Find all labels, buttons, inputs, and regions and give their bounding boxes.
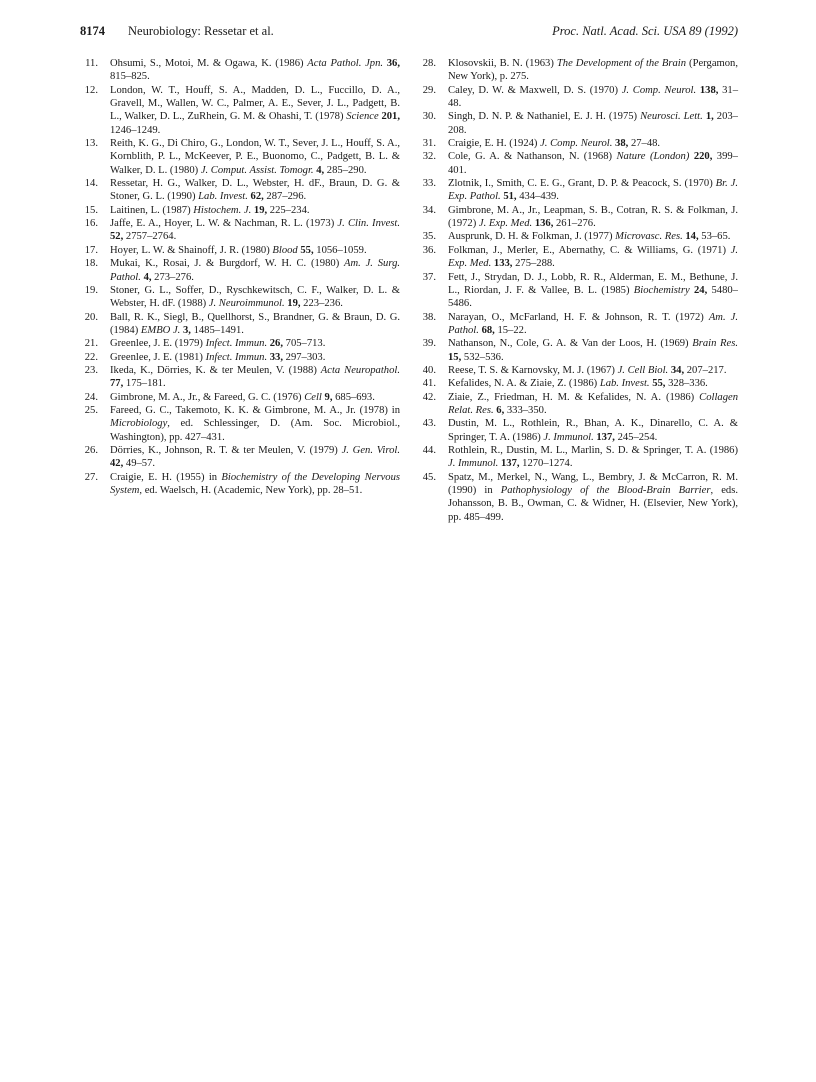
reference-text: London, W. T., Houff, S. A., Madden, D. L., Fuccillo, D. A., Gravell, M., Wallen, W. C., Palmer, A. E., Sever, J. L., Padgett, B. L., Walker, D. L., ZuRhein, G. M. & Ohashi, T. (1978) xyxy=(110,84,400,123)
reference-number: 30. xyxy=(422,111,436,123)
reference-journal: Microbiology xyxy=(110,418,168,430)
reference-journal: J. Exp. Med. xyxy=(478,218,533,230)
reference-number: 45. xyxy=(422,471,436,483)
reference-text: 5480–5486. xyxy=(448,284,738,310)
reference-journal: J. Gen. Virol. xyxy=(341,444,400,456)
reference-number: 26. xyxy=(84,444,98,456)
reference-volume: 137, xyxy=(500,458,520,470)
reference-volume: 24, xyxy=(693,284,708,296)
reference-text: Caley, D. W. & Maxwell, D. S. (1970) xyxy=(448,84,622,96)
reference-text: 685–693. xyxy=(332,391,375,403)
reference-journal: Lab. Invest. xyxy=(599,378,650,390)
reference-text: 399–401. xyxy=(448,151,738,176)
reference-text: 245–254. xyxy=(614,431,658,443)
reference-number: 29. xyxy=(422,84,436,96)
reference-text: Nathanson, N., Cole, G. A. & Van der Loos, H. (1969) xyxy=(448,338,693,350)
reference-volume: 14, xyxy=(685,231,699,243)
reference-entry xyxy=(80,351,400,364)
reference-entry xyxy=(80,244,400,257)
reference-number: 16. xyxy=(84,218,98,230)
reference-text: 1270–1274. xyxy=(519,458,573,470)
reference-number: 13. xyxy=(84,138,98,150)
reference-text: 49–57. xyxy=(123,458,156,470)
reference-entry xyxy=(418,244,738,271)
reference-text: Folkman, J., Merler, E., Abernathy, C. & Williams, G. (1971) xyxy=(448,244,731,256)
reference-text: Cole, G. A. & Nathanson, N. (1968) xyxy=(448,151,617,163)
reference-entry xyxy=(80,217,400,244)
reference-number: 32. xyxy=(422,151,436,163)
reference-journal: The Development of the Brain xyxy=(556,58,687,69)
reference-number: 17. xyxy=(84,244,98,256)
reference-entry xyxy=(418,337,738,364)
reference-volume: 55, xyxy=(652,378,666,390)
reference-journal: J. Comput. Assist. Tomogr. xyxy=(200,164,314,176)
reference-entry xyxy=(80,137,400,177)
reference-entry xyxy=(418,137,738,150)
reference-volume: 4, xyxy=(316,164,325,176)
reference-text: 207–217. xyxy=(684,364,727,376)
reference-volume: 15, xyxy=(448,351,462,363)
reference-text: Gimbrone, M. A., Jr., & Fareed, G. C. (1976) xyxy=(110,391,305,403)
reference-journal: J. Comp. Neurol. xyxy=(621,84,697,96)
reference-journal: J. Immunol. xyxy=(448,458,499,470)
reference-text: 225–234. xyxy=(267,204,310,216)
reference-volume: 52, xyxy=(110,231,124,243)
reference-entry xyxy=(418,364,738,377)
reference-journal: Histochem. J. xyxy=(193,204,252,216)
reference-text: Greenlee, J. E. (1981) xyxy=(110,351,206,363)
reference-volume: 38, xyxy=(615,138,629,150)
reference-journal: Cell xyxy=(304,391,322,403)
reference-journal: Infect. Immun. xyxy=(205,351,268,363)
reference-text: 297–303. xyxy=(283,351,326,363)
reference-text: Gimbrone, M. A., Jr., Leapman, S. B., Cotran, R. S. & Folkman, J. (1972) xyxy=(448,204,738,230)
reference-text: , ed. Schlessinger, D. (Am. Soc. Microbiol., Washington), pp. 427–431. xyxy=(110,418,400,443)
reference-text: 223–236. xyxy=(300,298,343,310)
reference-journal: Brain Res. xyxy=(692,338,738,350)
reference-entry xyxy=(418,150,738,177)
reference-number: 22. xyxy=(84,351,98,363)
reference-text: Ressetar, H. G., Walker, D. L., Webster, H. dF., Braun, D. G. & Stoner, G. L. (1990) xyxy=(110,178,400,203)
reference-volume: 220, xyxy=(693,151,713,163)
reference-entry xyxy=(418,204,738,231)
reference-journal: Nature (London) xyxy=(616,151,690,163)
reference-volume: 1, xyxy=(705,111,714,123)
reference-number: 42. xyxy=(422,391,436,403)
reference-journal: J. Immunol. xyxy=(543,431,594,443)
reference-volume: 133, xyxy=(493,258,513,270)
reference-entry xyxy=(80,204,400,217)
reference-volume: 77, xyxy=(110,378,124,390)
page-number: 8174 xyxy=(80,24,105,38)
reference-text: Dörries, K., Johnson, R. T. & ter Meulen, V. (1979) xyxy=(110,444,342,456)
reference-text: Mukai, K., Rosai, J. & Burgdorf, W. H. C. (1980) xyxy=(110,258,345,270)
reference-number: 34. xyxy=(422,204,436,216)
reference-entry xyxy=(418,444,738,471)
reference-entry xyxy=(418,471,738,524)
reference-journal: J. Cell Biol. xyxy=(617,364,669,376)
reference-entry xyxy=(80,284,400,311)
reference-text: Narayan, O., McFarland, H. F. & Johnson, R. T. (1972) xyxy=(448,311,709,323)
reference-entry xyxy=(418,377,738,390)
references-right-column xyxy=(418,57,738,524)
reference-text: (Pergamon, New York), p. 275. xyxy=(448,58,739,83)
reference-text: 261–276. xyxy=(553,218,596,230)
reference-entry xyxy=(80,364,400,391)
reference-number: 44. xyxy=(422,444,436,456)
reference-text: 285–290. xyxy=(324,164,367,176)
reference-text: Spatz, M., Merkel, N., Wang, L., Bembry, J. & McCarron, R. M. (1990) in xyxy=(448,471,738,496)
reference-text: Kefalides, N. A. & Ziaie, Z. (1986) xyxy=(448,378,600,390)
reference-journal: Infect. Immun. xyxy=(205,338,268,350)
reference-text: Fareed, G. C., Takemoto, K. K. & Gimbrone, M. A., Jr. (1978) in xyxy=(110,404,400,416)
reference-volume: 138, xyxy=(699,84,719,96)
reference-journal: Acta Pathol. Jpn. xyxy=(307,58,384,69)
reference-text: 53–65. xyxy=(698,231,731,243)
reference-entry xyxy=(80,444,400,471)
reference-journal: EMBO J. xyxy=(140,324,181,336)
reference-entry xyxy=(418,417,738,444)
reference-entry xyxy=(418,311,738,338)
reference-text: Ziaie, Z., Friedman, H. M. & Kefalides, N. A. (1986) xyxy=(448,391,700,403)
reference-volume: 137, xyxy=(596,431,615,443)
reference-journal: J. Comp. Neurol. xyxy=(540,138,613,150)
reference-journal: Blood xyxy=(272,244,298,256)
reference-volume: 19, xyxy=(287,298,301,310)
reference-number: 23. xyxy=(84,364,98,376)
reference-journal: Biochemistry xyxy=(633,284,690,296)
reference-journal: Neurosci. Lett. xyxy=(640,111,703,123)
reference-text: 27–48. xyxy=(628,138,661,150)
reference-volume: 62, xyxy=(250,191,264,203)
reference-entry xyxy=(80,391,400,404)
reference-text: 1485–1491. xyxy=(190,324,244,336)
reference-volume: 26, xyxy=(269,338,283,350)
reference-text: Jaffe, E. A., Hoyer, L. W. & Nachman, R. L. (1973) xyxy=(110,218,338,230)
reference-number: 28. xyxy=(422,58,436,69)
reference-text: 2757–2764. xyxy=(123,231,177,243)
reference-number: 20. xyxy=(84,311,98,323)
reference-journal: Acta Neuropathol. xyxy=(320,364,400,376)
reference-volume: 33, xyxy=(269,351,283,363)
reference-number: 25. xyxy=(84,404,98,416)
reference-volume: 9, xyxy=(324,391,333,403)
reference-entry xyxy=(418,391,738,418)
reference-entry xyxy=(418,84,738,111)
reference-text: Zlotnik, I., Smith, C. E. G., Grant, D. P. & Peacock, S. (1970) xyxy=(448,178,716,190)
reference-volume: 19, xyxy=(253,204,268,216)
reference-number: 36. xyxy=(422,244,436,256)
reference-text: 705–713. xyxy=(283,338,326,350)
page-header xyxy=(80,24,738,44)
reference-entry xyxy=(80,471,400,498)
reference-journal: Am. J. Surg. Pathol. xyxy=(110,258,401,283)
reference-text: Ikeda, K., Dörries, K. & ter Meulen, V. (1988) xyxy=(110,364,321,376)
reference-text: Stoner, G. L., Soffer, D., Ryschkewitsch, C. F., Walker, D. L. & Webster, H. dF. (1988) xyxy=(110,284,400,310)
reference-journal: J. Clin. Invest. xyxy=(337,218,400,230)
reference-volume: 55, xyxy=(300,244,314,256)
reference-journal: Lab. Invest. xyxy=(198,191,248,203)
reference-entry xyxy=(418,271,738,311)
reference-number: 11. xyxy=(85,58,98,69)
reference-volume: 6, xyxy=(496,404,505,416)
reference-text: 434–439. xyxy=(516,191,559,203)
reference-text: Ball, R. K., Siegl, B., Quellhorst, S., Brandner, G. & Braun, D. G. (1984) xyxy=(110,311,400,336)
reference-number: 14. xyxy=(84,178,98,190)
reference-text: , eds. Johansson, B. B., Owman, C. & Widner, H. (Elsevier, New York), pp. 485–499. xyxy=(448,485,738,523)
reference-volume: 201, xyxy=(381,111,400,123)
reference-journal: J. Exp. Med. xyxy=(448,244,738,270)
reference-number: 12. xyxy=(84,84,98,96)
reference-text: , ed. Waelsch, H. (Academic, New York), pp. 28–51. xyxy=(139,485,363,496)
reference-text: 31–48. xyxy=(448,84,738,110)
reference-entry xyxy=(80,257,400,284)
reference-number: 24. xyxy=(84,391,98,403)
reference-number: 39. xyxy=(422,338,436,350)
reference-entry xyxy=(80,311,400,338)
reference-text: Reese, T. S. & Karnovsky, M. J. (1967) xyxy=(448,364,618,376)
reference-entry xyxy=(80,177,400,204)
reference-journal: Collagen Relat. Res. xyxy=(448,391,738,416)
reference-number: 41. xyxy=(422,378,436,390)
running-head: Neurobiology: Ressetar et al. xyxy=(128,24,274,38)
reference-text: 15–22. xyxy=(494,324,527,336)
reference-journal: J. Neuroimmunol. xyxy=(208,298,285,310)
reference-number: 38. xyxy=(422,311,436,323)
reference-volume: 136, xyxy=(534,218,554,230)
reference-text: 275–288. xyxy=(512,258,555,270)
reference-text: Ausprunk, D. H. & Folkman, J. (1977) xyxy=(448,231,616,243)
journal-reference: Proc. Natl. Acad. Sci. USA 89 (1992) xyxy=(552,24,738,38)
reference-text: 1056–1059. xyxy=(313,244,367,256)
reference-volume: 42, xyxy=(110,458,124,470)
reference-text: Rothlein, R., Dustin, M. L., Marlin, S. D. & Springer, T. A. (1986) xyxy=(448,444,738,456)
reference-entry xyxy=(418,110,738,137)
reference-journal: Science xyxy=(346,111,379,123)
reference-text: Singh, D. N. P. & Nathaniel, E. J. H. (1975) xyxy=(448,111,641,123)
reference-text: Reith, K. G., Di Chiro, G., London, W. T., Sever, J. L., Houff, S. A., Kornblith, P. L., McKeever, P. E., Buonomo, C., Padgett, B. L. & Walker, D. L. (1980) xyxy=(110,138,400,176)
reference-text: Hoyer, L. W. & Shainoff, J. R. (1980) xyxy=(110,244,273,256)
reference-text: 333–350. xyxy=(504,404,547,416)
reference-number: 19. xyxy=(84,284,98,296)
reference-volume: 51, xyxy=(503,191,517,203)
reference-journal: Br. J. Exp. Pathol. xyxy=(448,178,738,203)
reference-text: Dustin, M. L., Rothlein, R., Bhan, A. K., Dinarello, C. A. & Springer, T. A. (1986) xyxy=(448,418,738,443)
reference-text: 1246–1249. xyxy=(110,124,161,136)
reference-number: 18. xyxy=(84,258,98,270)
reference-volume: 3, xyxy=(182,324,191,336)
reference-volume: 36, xyxy=(386,58,400,69)
reference-number: 43. xyxy=(422,418,436,430)
reference-text: Craigie, E. H. (1955) in xyxy=(110,471,222,483)
reference-text: 175–181. xyxy=(123,378,166,390)
reference-text: 273–276. xyxy=(151,271,194,283)
reference-text: 203–208. xyxy=(448,111,738,136)
reference-number: 21. xyxy=(84,338,98,350)
reference-number: 31. xyxy=(422,138,436,150)
reference-text: 328–336. xyxy=(665,378,708,390)
reference-entry xyxy=(80,337,400,350)
reference-number: 33. xyxy=(422,178,436,190)
reference-volume: 4, xyxy=(143,271,152,283)
reference-text: Klosovskii, B. N. (1963) xyxy=(448,58,557,69)
reference-number: 15. xyxy=(84,204,98,216)
reference-entry xyxy=(418,177,738,204)
reference-entry xyxy=(418,230,738,243)
reference-text: 287–296. xyxy=(263,191,307,203)
reference-text: Fett, J., Strydan, D. J., Lobb, R. R., Alderman, E. M., Bethune, J. L., Riordan, J. F. & Vallee, B. L. (1985) xyxy=(448,271,738,296)
reference-journal: Biochemistry of the Developing Nervous System xyxy=(110,471,400,496)
references-left-column xyxy=(80,57,400,497)
reference-number: 35. xyxy=(422,231,436,243)
reference-number: 40. xyxy=(422,364,436,376)
reference-entry xyxy=(80,84,400,137)
reference-text: 532–536. xyxy=(461,351,504,363)
reference-entry xyxy=(80,404,400,444)
reference-text: Greenlee, J. E. (1979) xyxy=(110,338,206,350)
reference-volume: 68, xyxy=(481,324,495,336)
reference-entry xyxy=(418,57,738,84)
reference-number: 37. xyxy=(422,271,436,283)
reference-text: 815–825. xyxy=(110,71,150,83)
reference-number: 27. xyxy=(84,471,98,483)
reference-volume: 34, xyxy=(670,364,685,376)
reference-text: Craigie, E. H. (1924) xyxy=(448,138,541,150)
reference-journal: Pathophysiology of the Blood-Brain Barrier xyxy=(500,485,711,496)
reference-journal: Microvasc. Res. xyxy=(615,231,683,243)
reference-text: Ohsumi, S., Motoi, M. & Ogawa, K. (1986) xyxy=(110,58,308,69)
reference-journal: Am. J. Pathol. xyxy=(448,311,738,336)
reference-entry xyxy=(80,57,400,84)
reference-text: Laitinen, L. (1987) xyxy=(110,204,194,216)
